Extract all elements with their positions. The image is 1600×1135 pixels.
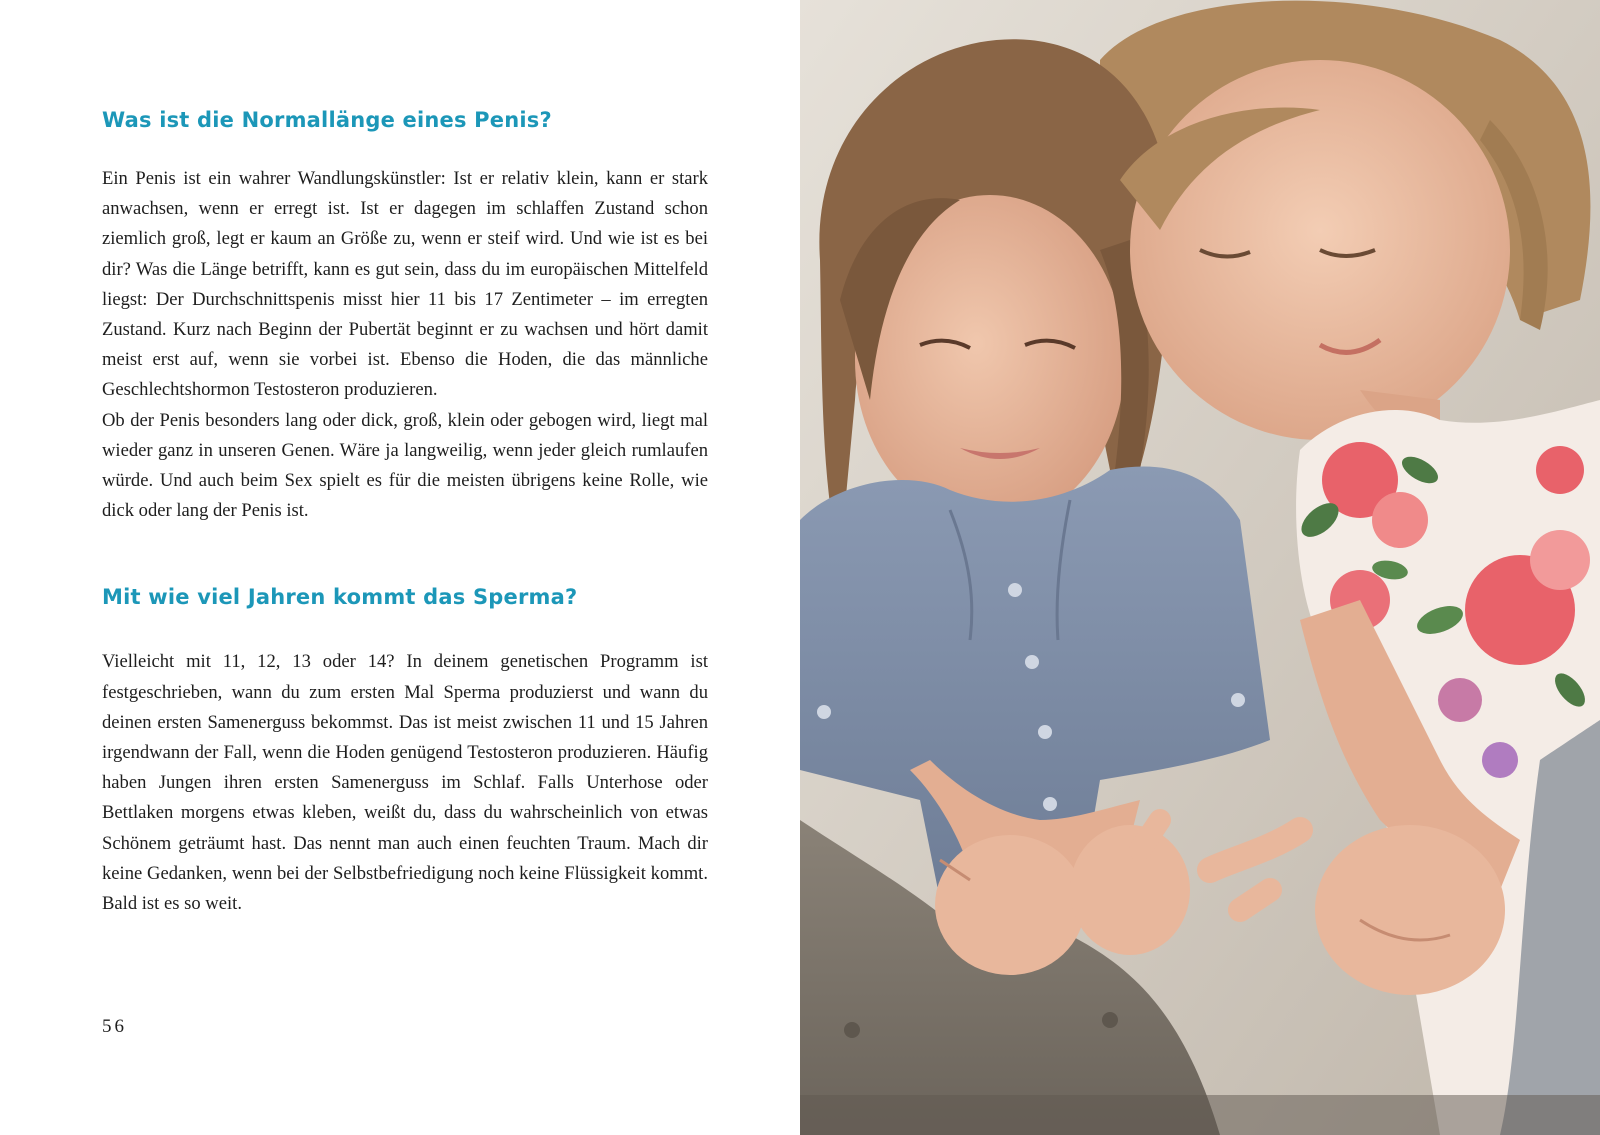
photo-illustration <box>800 0 1600 1135</box>
left-girl-hand <box>1070 825 1190 955</box>
right-girl-hand <box>1315 825 1505 995</box>
paragraph: Vielleicht mit 11, 12, 13 oder 14? In deinem genetischen Programm ist festgeschrieben, wann du zum ersten Mal Sperma produzierst und wann du deinen ersten Samenerguss bekommst. Das ist meist zwischen 11 und 15 Jahren irgendwann der Fall, wenn die Hoden genügend Testosteron produzieren. Häufig haben Jungen ihren ersten Samenerguss im Schlaf. Falls Unterhose oder Bettlaken morgens etwas kleben, weißt du, dass du wahrscheinlich von etwas Schönem geträumt hast. Das nennt man auch einen feuchten Traum. Mach dir keine Gedanken, wenn bei der Selbstbefriedigung noch keine Flüssigkeit kommt. Bald ist es so weit. <box>102 651 708 915</box>
flower <box>1438 678 1482 722</box>
section-body-penis-length <box>102 164 708 526</box>
flower <box>1536 446 1584 494</box>
photo-two-girls <box>800 0 1600 1135</box>
section-body-sperma <box>102 647 708 919</box>
flower <box>1372 492 1428 548</box>
text-column <box>102 96 708 919</box>
paragraph: Ein Penis ist ein wahrer Wandlungskünstler: Ist er relativ klein, kann er stark anwachsen, wenn er erregt ist. Ist er dagegen im schlaffen Zustand schon ziemlich groß, legt er kaum an Größe zu, wenn er steif wird. Und wie ist es bei dir? Was die Länge betrifft, kann es gut sein, dass du im europäischen Mittelfeld liegst: Der Durchschnittspenis misst hier 11 bis 17 Zentimeter – im erregten Zustand. Kurz nach Beginn der Pubertät beginnt er zu wachsen und hört damit meist erst auf, wenn sie vorbei ist. Ebenso die Hoden, die das männliche Geschlechtshormon Testosteron produzieren. <box>102 168 708 401</box>
paragraph: Ob der Penis besonders lang oder dick, groß, klein oder gebogen wird, liegt mal wieder ganz in unseren Genen. Wäre ja langweilig, wenn jeder gleich rumlaufen würde. Und auch beim Sex spielt es für die meisten übrigens keine Rolle, wie dick oder lang der Penis ist. <box>102 409 708 522</box>
flower <box>1482 742 1518 778</box>
page-number: 56 <box>102 1016 127 1037</box>
section-heading-sperma: Mit wie viel Jahren kommt das Sperma? <box>102 585 578 610</box>
left-girl-hand <box>935 835 1085 975</box>
flower <box>1530 530 1590 590</box>
section-heading-penis-length: Was ist die Normallänge eines Penis? <box>102 108 552 132</box>
